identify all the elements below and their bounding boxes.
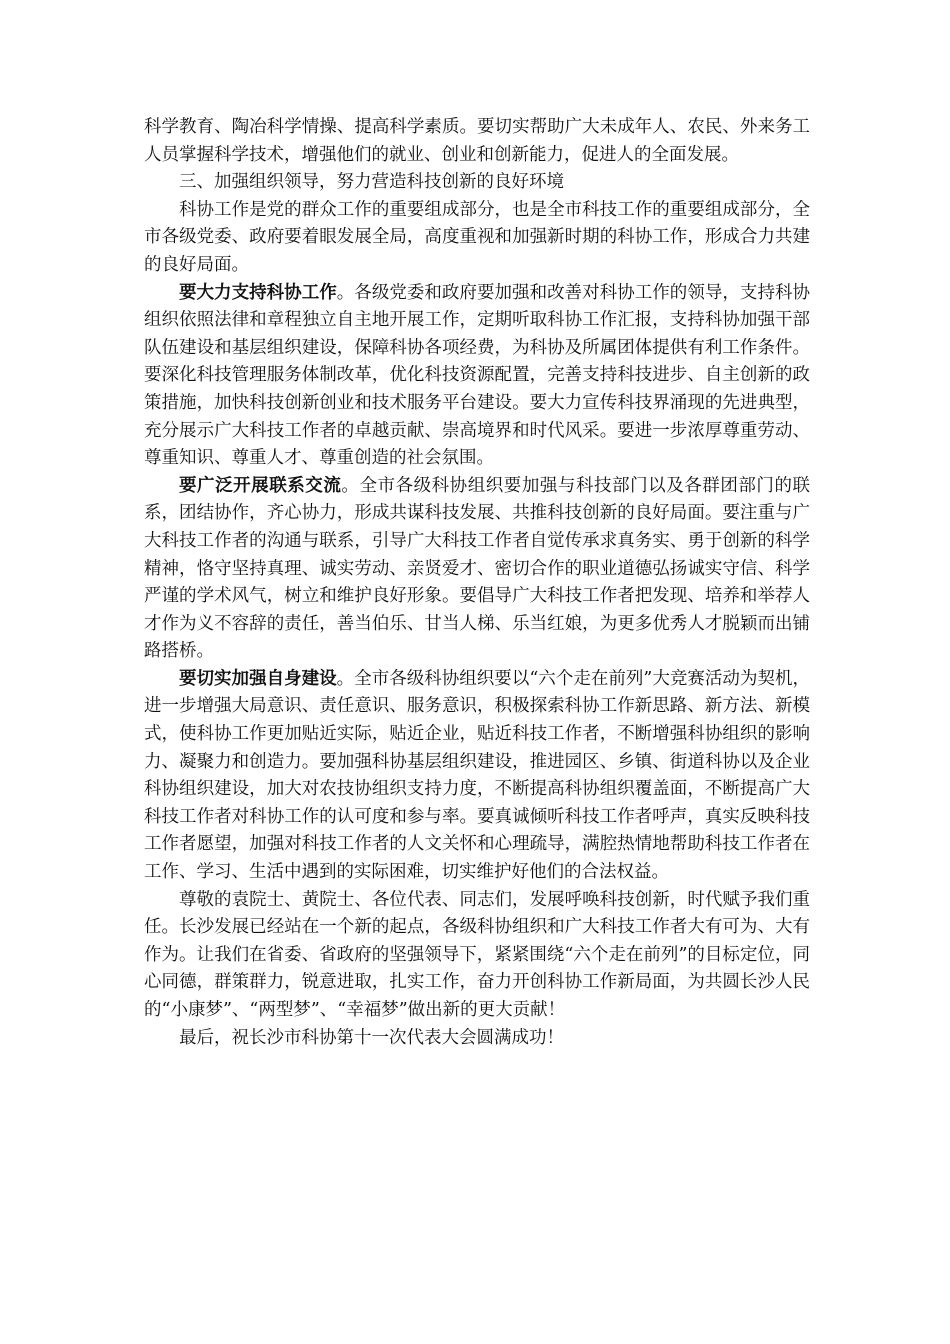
paragraph-final-wish xyxy=(144,1025,810,1053)
paragraph-closing-address xyxy=(144,887,810,1025)
paragraph-text: 最后，祝长沙市科协第十一次代表大会圆满成功！ xyxy=(179,1027,564,1048)
section-heading-text: 三、加强组织领导，努力营造科技创新的良好环境 xyxy=(179,172,564,193)
paragraph-self-building xyxy=(144,666,810,887)
paragraph-lead: 要广泛开展联系交流 xyxy=(179,475,342,496)
paragraph-1 xyxy=(144,114,810,169)
paragraph-support-work xyxy=(144,280,810,473)
paragraph-text: 。全市各级科协组织要以“六个走在前列”大竞赛活动为契机，进一步增强大局意识、责任意识、服务意识，积极探索科协工作新思路、新方法、新模式，使科协工作更加贴近实际，贴近企业，贴近科技工作者，不断增强科协组织的影响力、凝聚力和创造力。要加强科协基层组织建设，推进园区、乡镇、街道科协以及企业科协组织建设，加大对农技协组织支持力度，不断提高科协组织覆盖面，不断提高广大科技工作者对科协工作的认可度和参与率。要真诚倾听科技工作者呼声，真实反映科技工作者愿望，加强对科技工作者的人文关怀和心理疏导，满腔热情地帮助科技工作者在工作、学习、生活中遇到的实际困难，切实维护好他们的合法权益。 xyxy=(144,668,810,883)
paragraph-3 xyxy=(144,197,810,280)
paragraph-text: 尊敬的袁院士、黄院士、各位代表、同志们，发展呼唤科技创新，时代赋予我们重任。长沙发展已经站在一个新的起点，各级科协组织和广大科技工作者大有可为、大有作为。让我们在省委、省政府的坚强领导下，紧紧围绕“六个走在前列”的目标定位，同心同德，群策群力，锐意进取，扎实工作，奋力开创科协工作新局面，为共圆长沙人民的“小康梦”、“两型梦”、“幸福梦”做出新的更大贡献！ xyxy=(144,889,810,1020)
paragraph-text: 科协工作是党的群众工作的重要组成部分，也是全市科技工作的重要组成部分，全市各级党委、政府要着眼发展全局，高度重视和加强新时期的科协工作，形成合力共建的良好局面。 xyxy=(144,199,810,275)
paragraph-lead: 要大力支持科协工作 xyxy=(179,282,337,303)
paragraph-exchange xyxy=(144,473,810,666)
paragraph-lead: 要切实加强自身建设 xyxy=(179,668,337,689)
paragraph-text: 。全市各级科协组织要加强与科技部门以及各群团部门的联系，团结协作，齐心协力，形成共谋科技发展、共推科技创新的良好局面。要注重与广大科技工作者的沟通与联系，引导广大科技工作者自觉传承求真务实、勇于创新的科学精神，恪守坚持真理、诚实劳动、亲贤爱才、密切合作的职业道德弘扬诚实守信、科学严谨的学术风气，树立和维护良好形象。要倡导广大科技工作者把发现、培养和举荐人才作为义不容辞的责任，善当伯乐、甘当人梯、乐当红娘，为更多优秀人才脱颖而出铺路搭桥。 xyxy=(144,475,811,662)
document-body xyxy=(144,114,810,1052)
paragraph-text: 。各级党委和政府要加强和改善对科协工作的领导，支持科协组织依照法律和章程独立自主地开展工作，定期听取科协工作汇报，支持科协加强干部队伍建设和基层组织建设，保障科协各项经费，为科协及所属团体提供有利工作条件。要深化科技管理服务体制改革，优化科技资源配置，完善支持科技进步、自主创新的政策措施，加快科技创新创业和技术服务平台建设。要大力宣传科技界涌现的先进典型，充分展示广大科技工作者的卓越贡献、崇高境界和时代风采。要进一步浓厚尊重劳动、尊重知识、尊重人才、尊重创造的社会氛围。 xyxy=(144,282,811,469)
paragraph-text: 科学教育、陶冶科学情操、提高科学素质。要切实帮助广大未成年人、农民、外来务工人员掌握科学技术，增强他们的就业、创业和创新能力，促进人的全面发展。 xyxy=(144,117,810,165)
section-heading xyxy=(144,169,810,197)
